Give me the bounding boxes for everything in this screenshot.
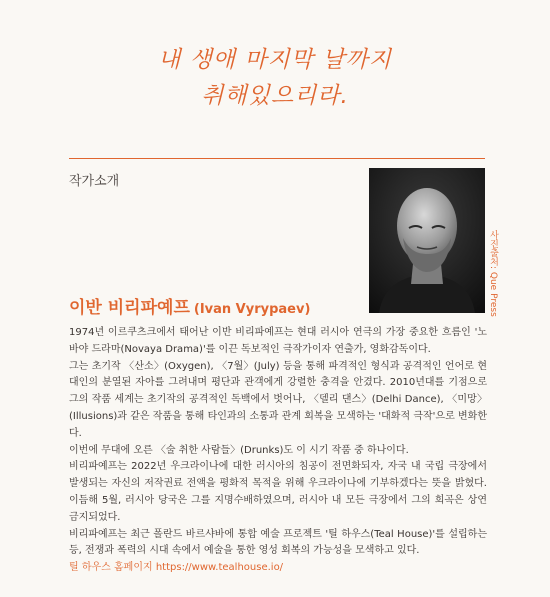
bio-paragraph: 이번에 무대에 오른 〈술 취한 사람들〉(Drunks)도 이 시기 작품 중 하나이다. xyxy=(69,444,409,456)
bio-paragraph: 1974년 이르쿠츠크에서 태어난 이반 비리파예프는 현대 러시아 연극의 가장 중요한 흐름인 '노바야 드라마(Novaya Drama)'를 이끈 독보적인 극작가이자 연출가, 영화감독이다. xyxy=(69,327,487,355)
author-name xyxy=(69,293,310,318)
author-photo xyxy=(369,168,485,313)
portrait-image xyxy=(369,168,485,313)
section-divider xyxy=(69,158,485,159)
bio-paragraph: 비리파예프는 최근 폴란드 바르샤바에 통합 예술 프로젝트 '틸 하우스(Teal House)'를 설립하는 등, 전쟁과 폭력의 시대 속에서 예술을 통한 영성 회복의 가능성을 모색하고 있다. xyxy=(69,528,487,557)
bio-paragraph: 비리파예프는 2022년 우크라이나에 대한 러시아의 침공이 전면화되자, 자국 내 국립 극장에서 발생되는 자신의 저작권료 전액을 평화적 목적을 위해 우크라이나에 기부하겠다는 뜻을 밝혔다. 이듬해 5월, 러시아 당국은 그를 지명수배하였으며, 러시아 내 모든 극장에서 그의 희곡은 상연 금지되었다. xyxy=(69,461,487,523)
homepage-link-url: https://www.tealhouse.io/ xyxy=(155,562,284,574)
headline-quote xyxy=(0,42,550,114)
quote-line-2: 취해있으리라. xyxy=(201,83,349,109)
author-name-en: (Ivan Vyrypaev) xyxy=(193,302,311,317)
bio-paragraph: 그는 초기작 〈산소〉(Oxygen), 〈7월〉(July) 등을 통해 파격적인 형식과 공격적인 언어로 현대인의 분열된 자아를 그려내며 평단과 관객에게 강렬한 충격을 안겼다. 2010년대를 기점으로 그의 작품 세계는 초기작의 공격적인 독백에서 벗어나, 〈델리 댄스〉(Delhi Dance), 〈미망〉(Illusions)과 같은 작품을 통해 타인과의 소통과 관계 회복을 모색하는 '대화적 극작'으로 변화한다. xyxy=(69,360,487,439)
author-name-ko: 이반 비리파예프 xyxy=(69,298,190,318)
quote-line-1: 내 생애 마지막 날까지 xyxy=(158,47,392,73)
author-bio xyxy=(69,325,487,577)
photo-credit: 사진출처: Que Press xyxy=(488,230,498,317)
homepage-link[interactable] xyxy=(69,560,487,577)
section-title: 작가소개 xyxy=(69,174,120,189)
homepage-link-label: 틸 하우스 홈페이지 xyxy=(69,562,153,574)
